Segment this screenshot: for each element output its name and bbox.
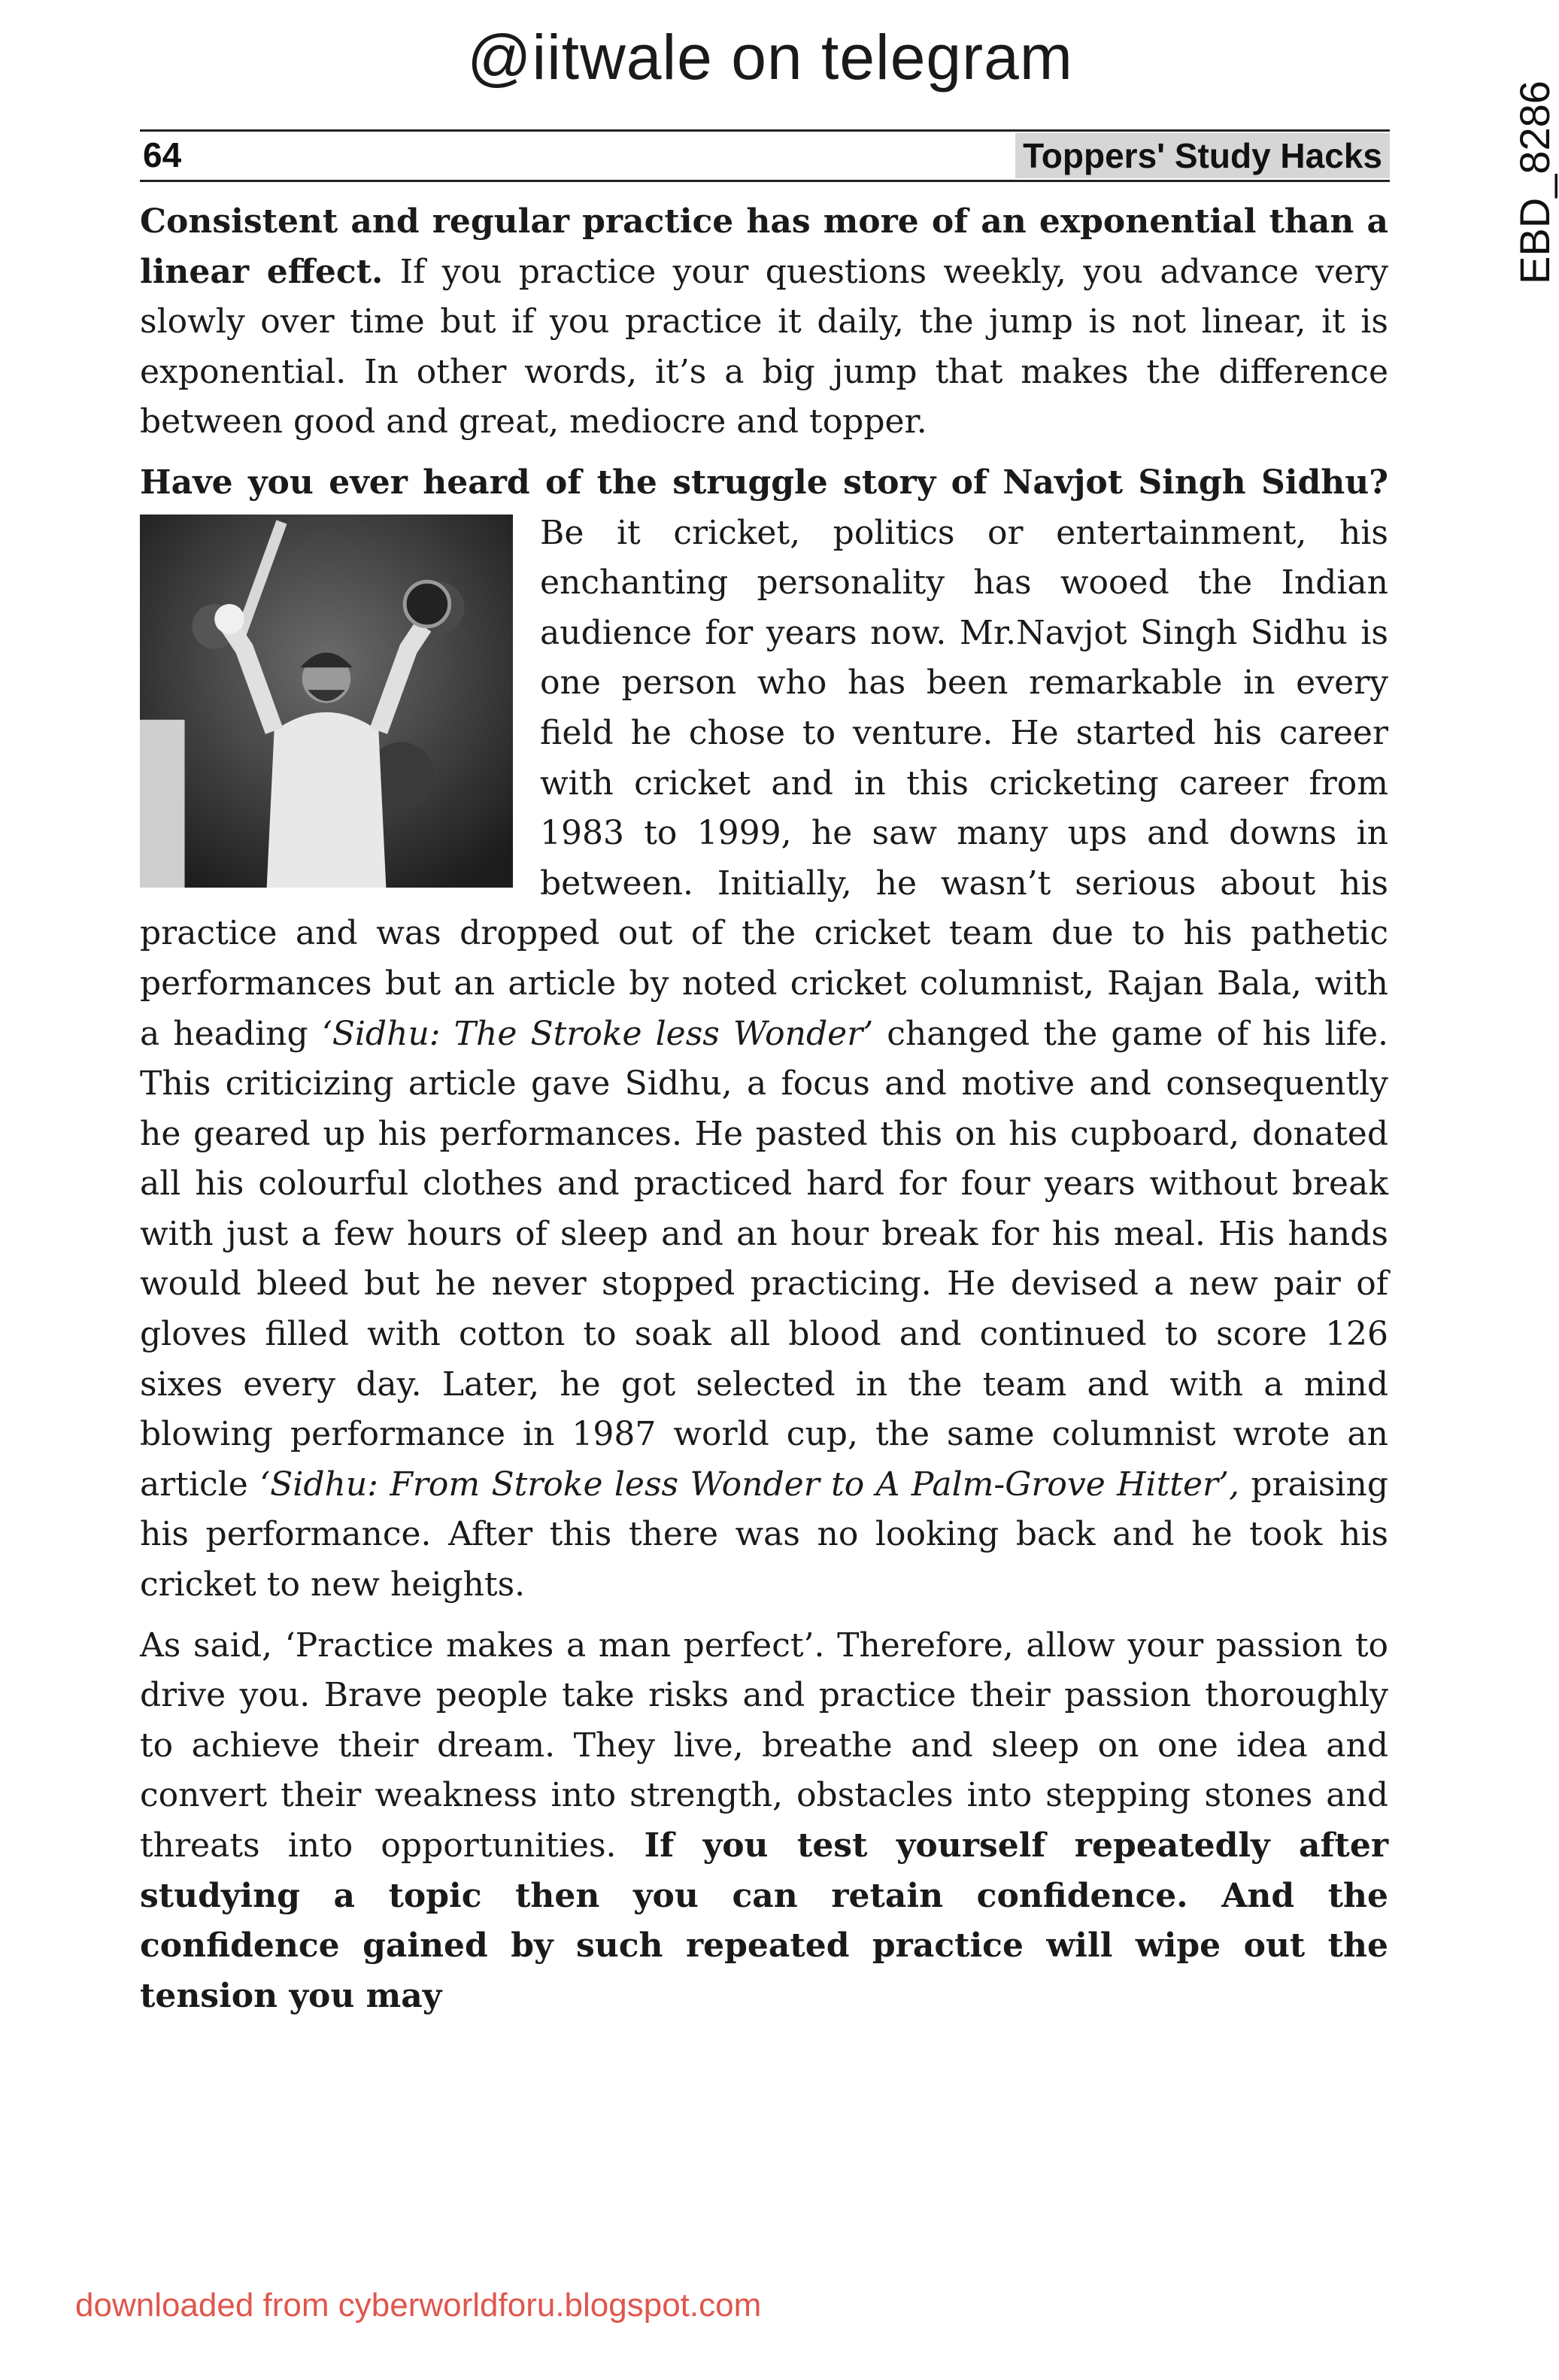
paragraph-practice-perfect — [140, 1621, 1388, 2022]
article-title-2: ‘Sidhu: From Stroke less Wonder to A Palm-Grove Hitter’, — [259, 1465, 1239, 1504]
paragraph-text: praising his performance. After this there was no looking back and he took his cricket to new heights. — [140, 1465, 1388, 1604]
paragraph-exponential-practice — [140, 197, 1388, 448]
running-title: Toppers' Study Hacks — [1015, 133, 1390, 178]
page-number: 64 — [143, 135, 182, 175]
paragraph-text: If you practice your questions weekly, you advance very slowly over time but if you practice it daily, the jump is not linear, it is exponential. In other words, it’s a big jump that makes the difference between good and great, mediocre and topper. — [140, 252, 1388, 442]
cricketer-photo — [140, 515, 513, 888]
footer-credit: downloaded from cyberworldforu.blogspot.com — [75, 2287, 762, 2324]
cricketer-image — [140, 515, 513, 888]
side-code: EBD_8286 — [1510, 80, 1558, 284]
page-header — [140, 129, 1390, 182]
paragraph-sidhu-story — [140, 458, 1388, 1610]
bold-lead: Consistent and regular practice has more of an exponential than a linear effect. — [140, 202, 1388, 291]
paragraph-text: Be it cricket, politics or entertainment, his enchanting personality has wooed the Indian audience for years now. Mr.Navjot Singh Sidhu is one person who has been remarkable in every field he chose to venture. He started his career with cricket and in this cricketing career from 1983 to 1999, he saw many ups and downs in between. Initially, he wasn’t serious about his practice and was dropped out of the cricket team due to his pathetic performances but an article by noted cricket columnist, Rajan Bala, with a heading — [140, 513, 1388, 1053]
bold-lead: Have you ever heard of the struggle story of Navjot Singh Sidhu? — [140, 463, 1388, 502]
telegram-watermark: @iitwale on telegram — [467, 22, 1073, 93]
bold-conclusion: If you test yourself repeatedly after studying a topic then you can retain confidence. And the confidence gained by such repeated practice will wipe out the tension you may — [140, 1826, 1388, 2015]
article-body — [140, 197, 1388, 2032]
paragraph-text: changed the game of his life. This criticizing article gave Sidhu, a focus and motive and consequently he geared up his performances. He pasted this on his cupboard, donated all his colourful clothes and practiced hard for four years without break with just a few hours of sleep and an hour break for his meal. His hands would bleed but he never stopped practicing. He devised a new pair of gloves filled with cotton to soak all blood and continued to score 126 sixes every day. Later, he got selected in the team and with a mind blowing performance in 1987 world cup, the same columnist wrote an article — [140, 1014, 1388, 1504]
paragraph-text: As said, ‘Practice makes a man perfect’. Therefore, allow your passion to drive you. Brave people take risks and practice their passion thoroughly to achieve their dream. They live, breathe and sleep on one idea and convert their weakness into strength, obstacles into stepping stones and threats into opportunities. — [140, 1626, 1388, 1865]
article-title-1: ‘Sidhu: The Stroke less Wonder’ — [321, 1014, 874, 1053]
